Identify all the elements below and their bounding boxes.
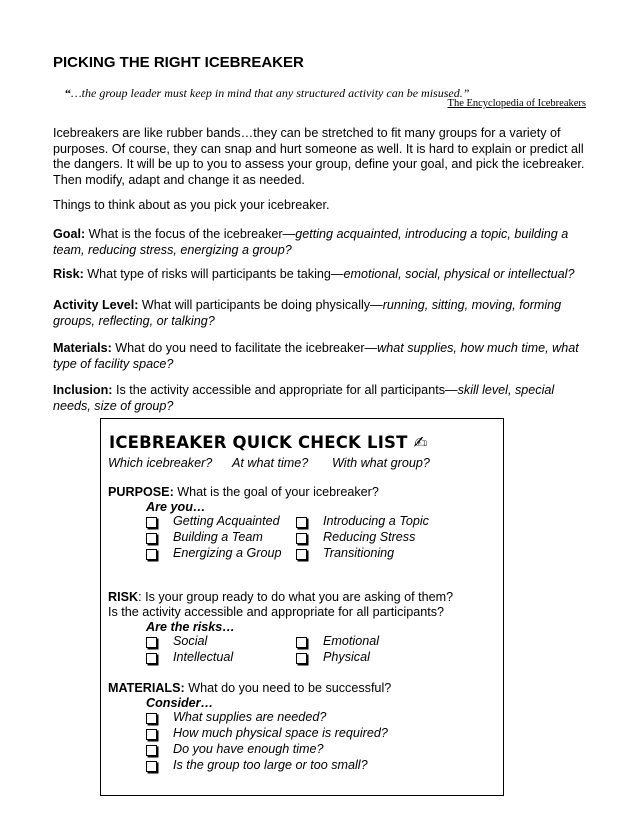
item-text: What is the focus of the icebreaker— [85, 227, 296, 241]
item-italic: skill level, special needs, size of group? [53, 383, 555, 413]
item-inclusion [53, 383, 593, 414]
page-title: PICKING THE RIGHT ICEBREAKER [53, 54, 304, 71]
quote-text: …the group leader must keep in mind that any structured activity can be misused.” [71, 86, 470, 100]
item-label: Materials: [53, 341, 112, 355]
risk-question [108, 589, 453, 605]
quote-open-mark: “ [65, 86, 71, 100]
checklist-item: How much physical space is required? [173, 726, 388, 740]
item-activity-level [53, 298, 593, 329]
checklist-item: Energizing a Group [173, 546, 282, 560]
item-text: What type of risks will participants be taking— [83, 267, 344, 281]
item-italic: running, sitting, moving, forming groups, reflecting, or talking? [53, 298, 562, 328]
item-label: Inclusion: [53, 383, 113, 397]
checklist-title-text: ICEBREAKER QUICK CHECK LIST [109, 433, 408, 452]
checkbox[interactable] [146, 653, 157, 664]
checkbox[interactable] [146, 761, 157, 772]
checkbox[interactable] [296, 517, 307, 528]
checklist-item: Introducing a Topic [323, 514, 429, 528]
item-label: Goal: [53, 227, 86, 241]
materials-label: MATERIALS: [108, 681, 185, 695]
risk-lead: Are the risks… [146, 620, 235, 634]
checklist-item: Is the group too large or too small? [173, 758, 368, 772]
item-text: What will participants be doing physically— [138, 298, 383, 312]
checkbox[interactable] [146, 549, 157, 560]
purpose-question [108, 484, 379, 500]
subtitle-which: Which icebreaker? [108, 456, 213, 470]
item-risk [53, 267, 593, 283]
checklist-item: Social [173, 634, 208, 648]
materials-lead: Consider… [146, 696, 214, 710]
subtitle-when: At what time? [232, 456, 309, 470]
checkbox[interactable] [146, 713, 157, 724]
checklist-item: Do you have enough time? [173, 742, 324, 756]
checklist-item: Emotional [323, 634, 380, 648]
materials-question [108, 680, 391, 696]
risk-question-2: Is the activity accessible and appropriate for all participants? [108, 605, 445, 619]
checkbox[interactable] [296, 533, 307, 544]
checkbox[interactable] [146, 745, 157, 756]
quote-source: The Encyclopedia of Icebreakers [447, 98, 586, 109]
item-italic: getting acquainted, introducing a topic, building a team, reducing stress, energizing a group? [53, 227, 569, 257]
purpose-label: PURPOSE: [108, 485, 174, 499]
risk-question-text: : Is your group ready to do what you are asking of them? [138, 590, 454, 604]
item-text: What do you need to facilitate the icebreaker— [111, 341, 378, 355]
checkbox[interactable] [146, 637, 157, 648]
things-paragraph: Things to think about as you pick your icebreaker. [53, 198, 330, 212]
checklist-item: Transitioning [323, 546, 395, 560]
item-label: Activity Level: [53, 298, 139, 312]
checkbox[interactable] [296, 653, 307, 664]
materials-question-text: What do you need to be successful? [184, 681, 392, 695]
item-goal [53, 227, 593, 258]
intro-paragraph: Icebreakers are like rubber bands…they can be stretched to fit many groups for a variety of purposes. Of course, they can snap and hurt someone as well. It is hard to explain or predict all the dangers. It will be up to you to assess your group, define your goal, and pick the icebreaker. Then modify, adapt and change it as needed. [53, 126, 585, 187]
item-label: Risk: [53, 267, 84, 281]
checklist-item: Physical [323, 650, 370, 664]
item-italic: what supplies, how much time, what type of facility space? [53, 341, 579, 371]
risk-label: RISK [108, 590, 139, 604]
item-text: Is the activity accessible and appropriate for all participants— [112, 383, 458, 397]
checklist-title [109, 433, 428, 452]
checkbox[interactable] [146, 517, 157, 528]
checkbox[interactable] [296, 549, 307, 560]
checklist-item: Intellectual [173, 650, 234, 664]
checkbox[interactable] [146, 729, 157, 740]
item-materials [53, 341, 593, 372]
item-italic: emotional, social, physical or intellectual? [343, 267, 575, 281]
subtitle-who: With what group? [332, 456, 430, 470]
checkbox[interactable] [146, 533, 157, 544]
checklist-item: Getting Acquainted [173, 514, 280, 528]
epigraph-quote [65, 86, 469, 101]
checklist-item: Building a Team [173, 530, 263, 544]
writing-hand-icon: ✍ [413, 433, 428, 452]
checklist-item: What supplies are needed? [173, 710, 327, 724]
purpose-question-text: What is the goal of your icebreaker? [173, 485, 379, 499]
purpose-lead: Are you… [146, 500, 206, 514]
checklist-item: Reducing Stress [323, 530, 416, 544]
checkbox[interactable] [296, 637, 307, 648]
